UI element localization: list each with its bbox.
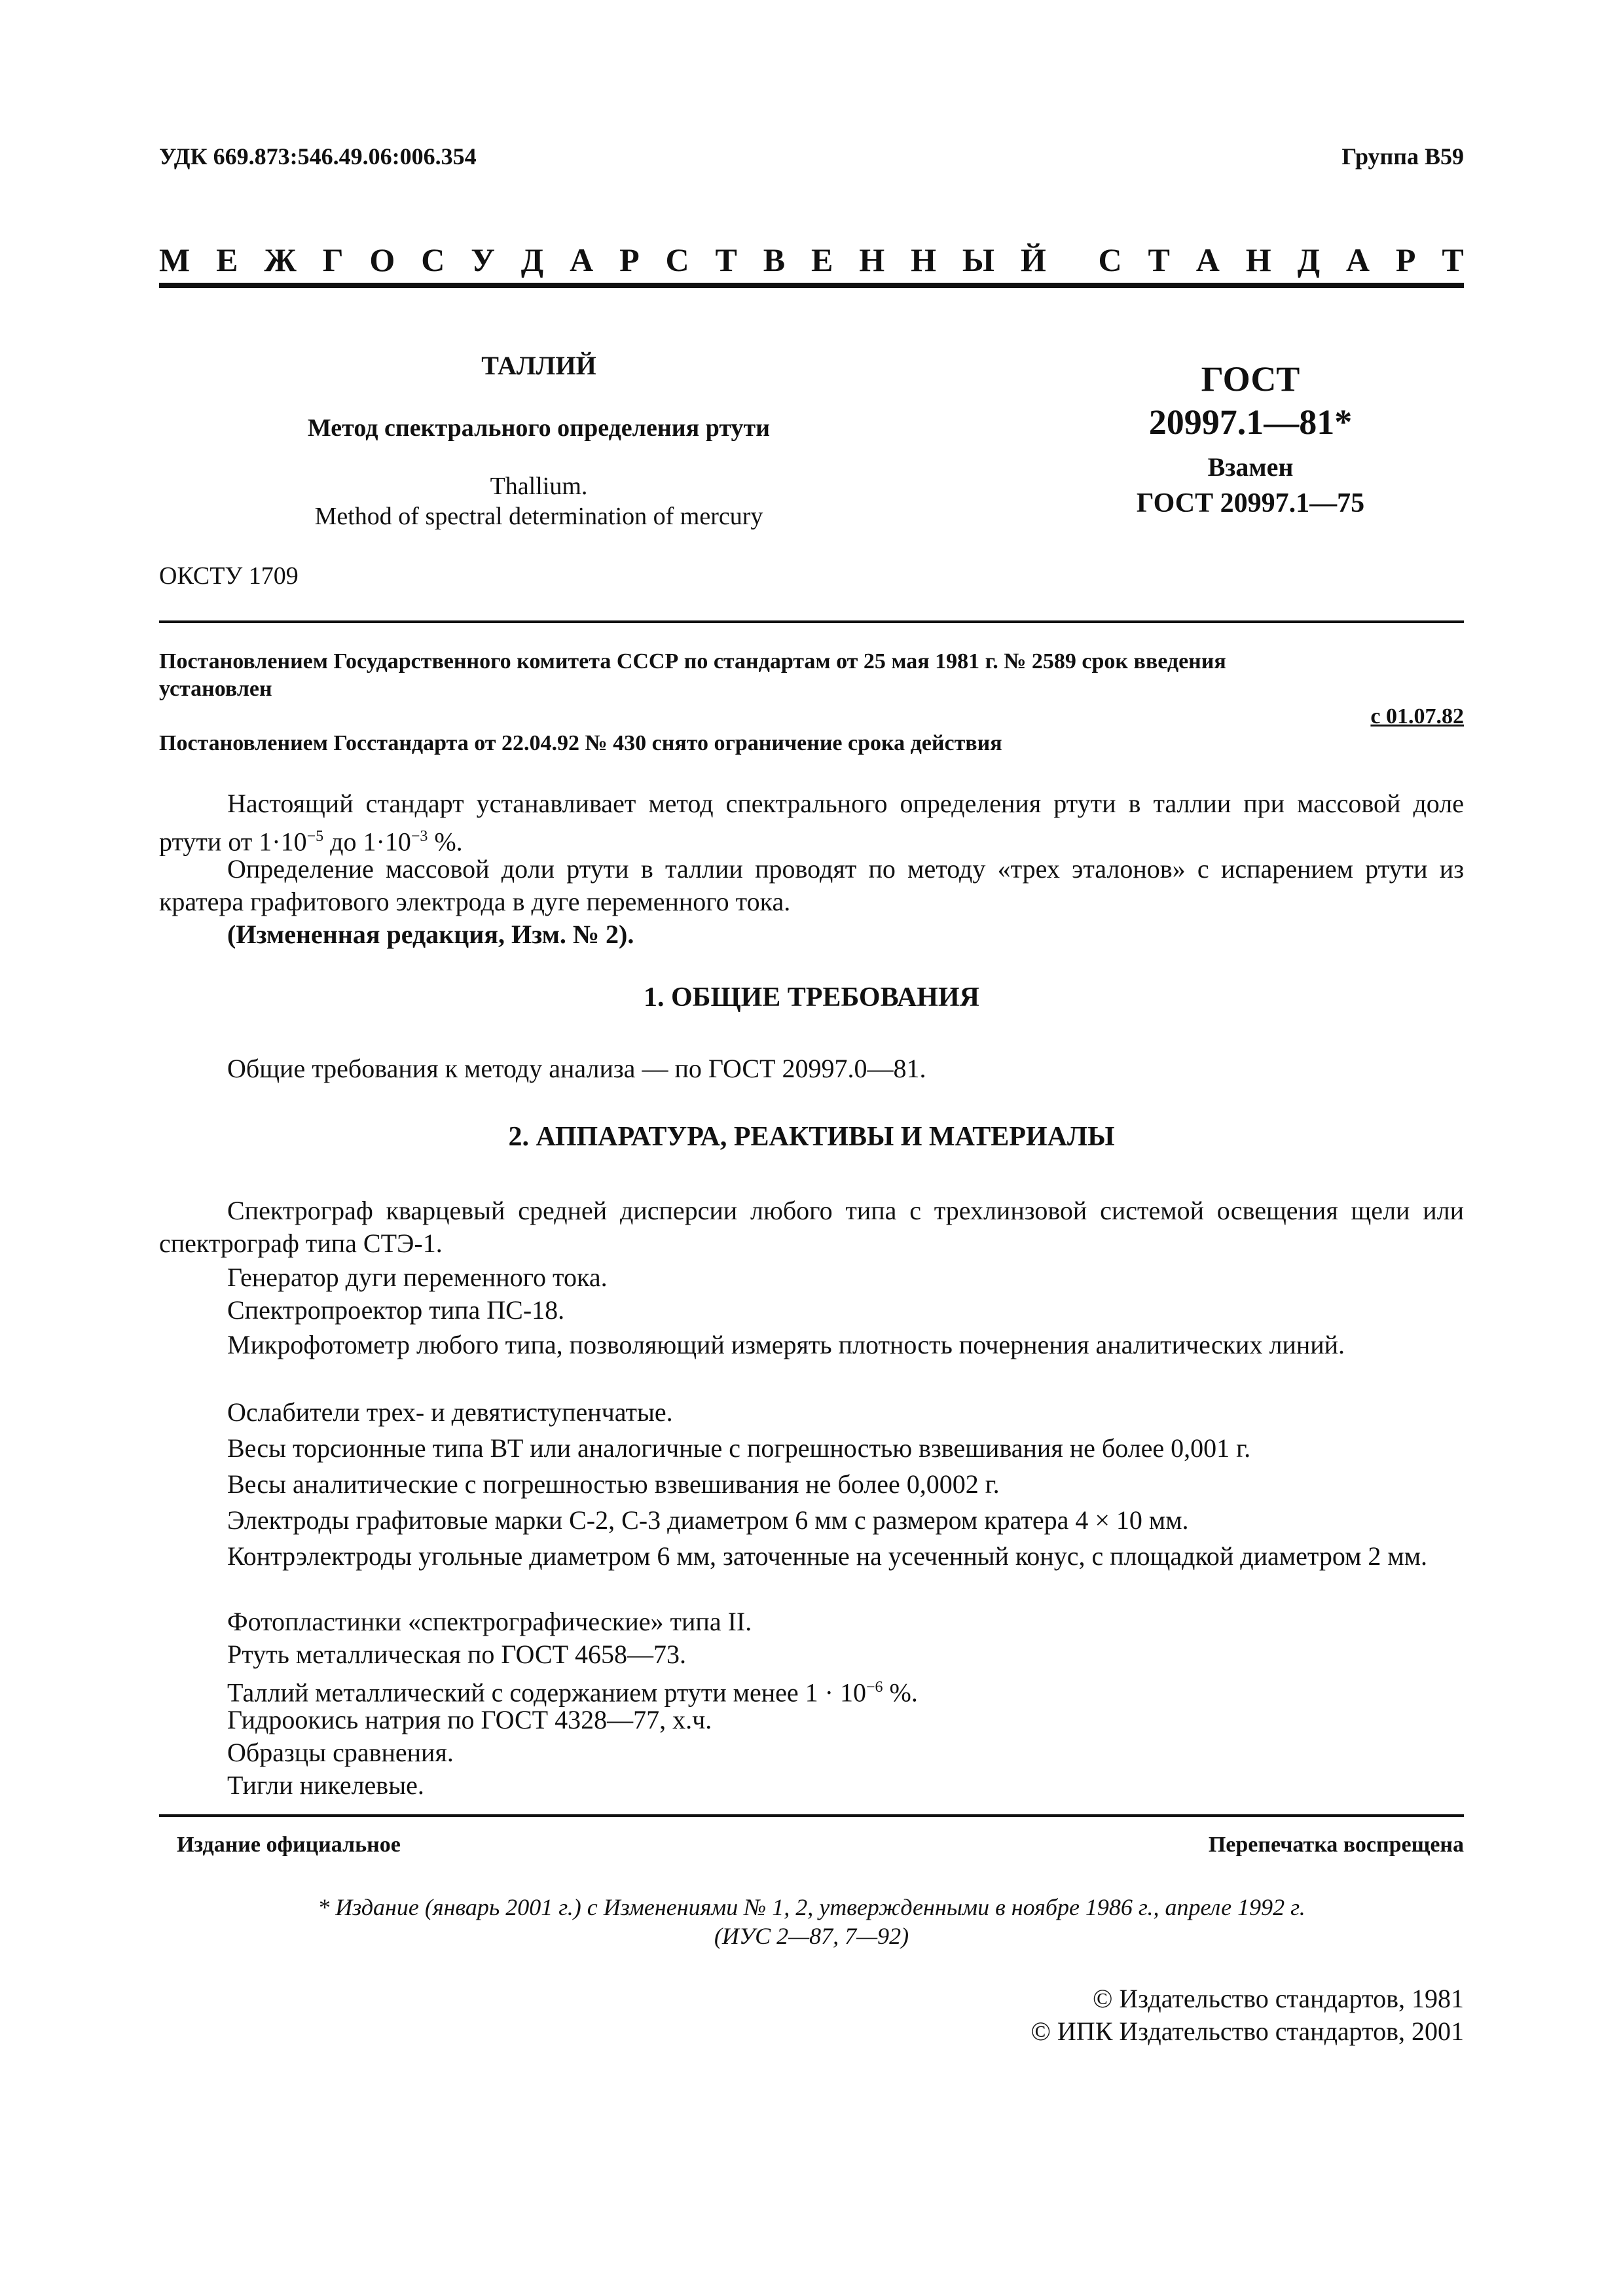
equipment-item: Микрофотометр любого типа, позволяющий измерять плотность почернения аналитических линий. (227, 1330, 1345, 1359)
copyright-1981: © Издательство стандартов, 1981 (1092, 1984, 1464, 2013)
banner-letter: Т (715, 242, 737, 278)
equipment-item: Контрэлектроды угольные диаметром 6 мм, заточенные на усеченный конус, с площадкой диаметром 2 мм. (227, 1541, 1428, 1571)
banner-letter: У (471, 242, 495, 278)
replaces-label: Взамен (1207, 452, 1294, 482)
banner-letter: Г (322, 242, 344, 278)
banner-letter: Е (216, 242, 238, 278)
reprint-prohibited: Перепечатка воспрещена (1208, 1833, 1464, 1857)
intro-paragraph-1 (159, 787, 1464, 858)
decree-1 (159, 648, 1464, 703)
intro-text: до 1·10 (323, 827, 411, 857)
equipment-item: Спектропроектор типа ПС-18. (227, 1295, 565, 1325)
banner-rule (159, 283, 1464, 288)
banner-letter: Й (1020, 242, 1046, 278)
title-en-line: Method of spectral determination of mercury (314, 503, 763, 530)
title-en (159, 471, 919, 531)
banner-letter: А (1345, 242, 1370, 278)
banner-letter: О (369, 242, 395, 278)
decree-1-line: Постановлением Государственного комитета СССР по стандартам от 25 мая 1981 г. № 2589 срок введения (159, 649, 1226, 673)
banner-letter: М (159, 242, 191, 278)
banner-letter: С (665, 242, 689, 278)
banner-letter: Д (520, 242, 544, 278)
intro-text: %. (428, 827, 463, 857)
banner-letter: С (1098, 242, 1122, 278)
edition-note (159, 1893, 1464, 1950)
banner-letter: А (570, 242, 594, 278)
intro-text: Настоящий стандарт устанавливает метод спектрального определения ртути в таллии при массовой доле ртути от 1·10 (159, 789, 1464, 857)
gost-number: 20997.1—81* (1148, 403, 1353, 442)
equipment-item: Гидроокись натрия по ГОСТ 4328—77, х.ч. (227, 1705, 712, 1734)
equipment-item: Ослабители трех- и девятиступенчатые. (227, 1397, 673, 1427)
edition-note-line: * Издание (январь 2001 г.) с Изменениями № 1, 2, утвержденными в ноябре 1986 г., апреле 1992 г. (318, 1894, 1305, 1920)
title-rule (159, 620, 1464, 623)
equipment-item: Фотопластинки «спектрографические» типа II. (227, 1607, 752, 1636)
equipment-item: Образцы сравнения. (227, 1738, 454, 1767)
group-code: Группа В59 (1341, 143, 1464, 170)
equipment-item: Весы аналитические с погрешностью взвешивания не более 0,0002 г. (227, 1469, 1000, 1499)
equipment-item: Электроды графитовые марки С-2, С-3 диаметром 6 мм с размером кратера 4 × 10 мм. (227, 1505, 1189, 1535)
title-en-line: Thallium. (490, 473, 588, 500)
banner-letter: Ы (962, 242, 994, 278)
interstate-standard-banner (159, 241, 1464, 279)
intro-paragraph-2: Определение массовой доли ртути в таллии проводят по методу «трех эталонов» с испарением ртути из кратера графитового электрода в дуге переменного тока. (159, 854, 1464, 916)
banner-letter: Н (1245, 242, 1271, 278)
equipment-item: Генератор дуги переменного тока. (227, 1263, 608, 1292)
banner-letter: Н (911, 242, 936, 278)
decree-1-line: установлен (159, 677, 272, 701)
equipment-item: Тигли никелевые. (227, 1770, 424, 1800)
effective-date: с 01.07.82 (1370, 704, 1464, 728)
okstu-code: ОКСТУ 1709 (159, 562, 299, 590)
official-edition: Издание официальное (177, 1833, 401, 1857)
equipment-item: Весы торсионные типа ВТ или аналогичные с погрешностью взвешивания не более 0,001 г. (227, 1433, 1251, 1463)
change-note: (Измененная редакция, Изм. № 2). (227, 920, 634, 949)
title-ru: ТАЛЛИЙ (481, 351, 596, 380)
banner-letter: Т (1442, 242, 1464, 278)
section-1-text: Общие требования к методу анализа — по ГОСТ 20997.0—81. (227, 1054, 926, 1083)
item-text: %. (883, 1677, 918, 1708)
section-2-heading: 2. АППАРАТУРА, РЕАКТИВЫ И МАТЕРИАЛЫ (508, 1122, 1115, 1152)
edition-note-line: (ИУС 2—87, 7—92) (714, 1923, 909, 1949)
item-text: Таллий металлический с содержанием ртути менее 1 · 10 (227, 1677, 866, 1708)
replaces-gost: ГОСТ 20997.1—75 (1136, 488, 1365, 518)
exponent: −5 (306, 828, 324, 845)
banner-letter: С (421, 242, 445, 278)
banner-letter: Ж (264, 242, 297, 278)
udk-code: УДК 669.873:546.49.06:006.354 (159, 143, 477, 170)
equipment-item: Спектрограф кварцевый средней дисперсии любого типа с трехлинзовой системой освещения щели или спектрограф типа СТЭ-1. (159, 1196, 1464, 1258)
section-1-heading: 1. ОБЩИЕ ТРЕБОВАНИЯ (644, 982, 979, 1013)
copyright-2001: © ИПК Издательство стандартов, 2001 (1030, 2017, 1464, 2046)
banner-letter: Т (1148, 242, 1170, 278)
banner-letter: Р (1395, 242, 1416, 278)
subtitle-ru: Метод спектрального определения ртути (307, 414, 771, 442)
exponent: −6 (866, 1679, 883, 1696)
equipment-item: Ртуть металлическая по ГОСТ 4658—73. (227, 1640, 687, 1669)
gost-label: ГОСТ (1201, 359, 1300, 399)
banner-letter: Р (619, 242, 640, 278)
banner-letter: А (1195, 242, 1220, 278)
banner-letter: Д (1297, 242, 1320, 278)
banner-letter: В (763, 242, 786, 278)
footer-rule (159, 1814, 1464, 1817)
exponent: −3 (410, 828, 428, 845)
decree-2: Постановлением Госстандарта от 22.04.92 № 430 снято ограничение срока действия (159, 731, 1002, 755)
banner-letter: Е (811, 242, 833, 278)
banner-letter: Н (859, 242, 885, 278)
